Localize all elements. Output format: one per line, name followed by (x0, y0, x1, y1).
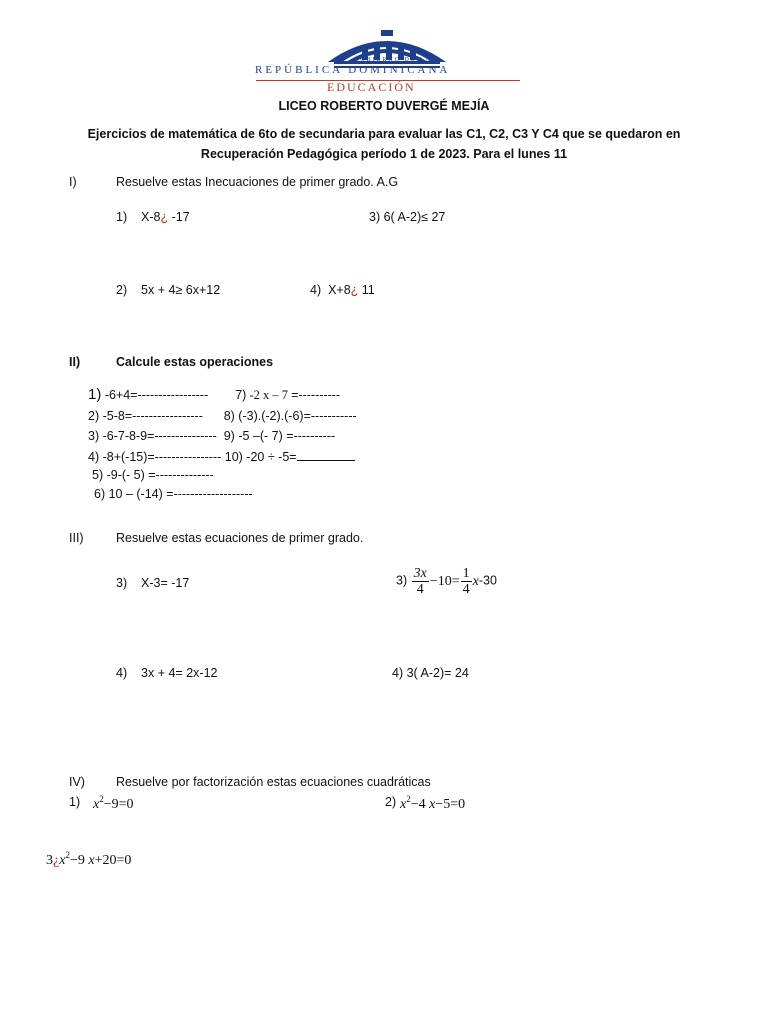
equation-4: 4) 3( A-2)= 24 (392, 666, 469, 680)
ministry-name: EDUCACIÓN (327, 80, 416, 94)
section-4-heading: Resuelve por factorización estas ecuaciones cuadráticas (116, 775, 431, 789)
section-3-heading: Resuelve estas ecuaciones de primer grado. (116, 531, 364, 545)
title-line-1: Ejercicios de matemática de 6to de secundaria para evaluar las C1, C2, C3 Y C4 que se quedaron en (87, 127, 681, 141)
quadratic-1-number: 1) (69, 795, 81, 809)
ineq-1: 1) X-8¿ -17 (116, 210, 190, 224)
gov-line-2: REPÚBLICA DOMINICANA (255, 64, 451, 76)
section-4-number: IV) (69, 775, 85, 789)
section-2-heading: Calcule estas operaciones (116, 355, 274, 369)
section-1-number: I) (69, 175, 77, 189)
quadratic-3: $3¿x^2-9$ x+20=0 (46, 850, 132, 868)
ineq-4: 4) X+8¿ 11 (310, 283, 375, 297)
operation-row-3: 3) -6-7-8-9=--------------- 9) -5 –(- 7) =---------- (88, 429, 336, 443)
section-3-number: III) (69, 531, 84, 545)
fraction-3x-over-4: $\frac{3x}{4}$ (413, 566, 427, 597)
ministry-logo (250, 22, 525, 94)
title-line-2: Recuperación Pedagógica período 1 de 2023. Para el lunes 11 (200, 147, 568, 161)
operation-row-1: 1) -6+4=----------------- 7) -2 x – 7 =---------- (88, 386, 341, 403)
quadratic-1: $x^2-9=0$ (93, 794, 134, 812)
operation-row-5: 5) -9-(- 5) =-------------- (92, 468, 214, 482)
fraction-1-over-4: $\frac{1}{4}$ (462, 566, 470, 597)
section-1-heading: Resuelve estas Inecuaciones de primer grado. A.G (116, 175, 399, 189)
equation-3: 4) 3x + 4= 2x-12 (116, 666, 218, 680)
gov-line-1: GOBIERNO DE LA (354, 57, 432, 63)
answer-blank (297, 449, 355, 461)
ineq-3: 3) 6( A-2)≤ 27 (369, 210, 446, 224)
quadratic-2-number: 2) (385, 795, 397, 809)
school-name: LICEO ROBERTO DUVERGÉ MEJÍA (278, 99, 490, 113)
ineq-2: 2) 5x + 4≥ 6x+12 (116, 283, 221, 297)
quadratic-2: $x^2-4$ x−5=0 (400, 794, 466, 812)
section-2-number: II) (69, 355, 81, 369)
equation-1: 3) X-3= -17 (116, 576, 190, 590)
operation-row-4: 4) -8+(-15)=---------------- 10) -20 ÷ -5= (88, 449, 355, 464)
equation-2: 3) $\frac{3x}{4}$ −10= $\frac{1}{4}$ x-30 (396, 566, 497, 597)
operation-row-6: 6) 10 – (-14) =------------------- (94, 487, 253, 501)
operation-row-2: 2) -5-8=----------------- 8) (-3).(-2).(-6)=----------- (88, 409, 357, 423)
